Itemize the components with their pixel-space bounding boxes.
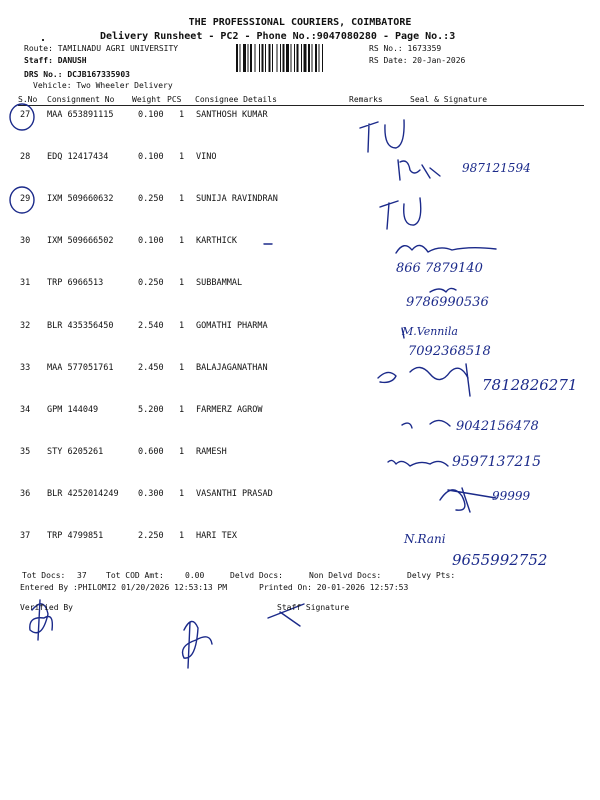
row-consignee: HARI TEX (196, 531, 237, 541)
verified-by-label: Verified By (20, 603, 73, 612)
row-consignee: SUBBAMMAL (196, 278, 243, 289)
signature-35 (388, 460, 448, 466)
signature-34 (402, 420, 450, 428)
row-pcs: 1 (179, 110, 185, 120)
row-sno: 34 (20, 404, 31, 415)
row-consignee: VASANTHI PRASAD (196, 488, 273, 499)
row-sno: 30 (20, 236, 31, 247)
row-pcs: 1 (179, 194, 185, 205)
row-sno: 36 (20, 488, 31, 499)
row-weight: 0.100 (138, 110, 164, 120)
row-sno: 35 (20, 446, 31, 457)
row-pcs: 1 (179, 278, 185, 289)
tot-cod-value: 0.00 (185, 571, 205, 580)
hw-r37-phone: 9655992752 (452, 551, 548, 569)
tot-cod-label: Tot COD Amt: (106, 571, 164, 580)
row-pcs: 1 (179, 152, 185, 163)
row-sno: 31 (20, 278, 31, 289)
tot-docs-label: Tot Docs: (22, 571, 66, 580)
row-pcs: 1 (179, 362, 185, 373)
vehicle-label: Vehicle: Two Wheeler Delivery (33, 81, 173, 90)
row-weight: 0.100 (138, 152, 164, 163)
tot-docs-value: 37 (77, 571, 87, 580)
delvd-docs-label: Delvd Docs: (230, 571, 283, 580)
hw-r32-name: M.Vennila (402, 325, 458, 338)
row-weight: 0.300 (138, 488, 164, 499)
row-consignee: SUNIJA RAVINDRAN (196, 194, 278, 205)
staff-label: Staff: DANUSH (24, 56, 87, 65)
row-consignee: RAMESH (196, 446, 227, 457)
delvy-pts-label: Delvy Pts: (407, 571, 456, 580)
row-consignment: EDQ 12417434 (47, 152, 109, 163)
rs-number: RS No.: 1673359 (369, 44, 442, 53)
signature-27 (360, 120, 404, 152)
row-weight: 0.600 (138, 446, 164, 457)
row-consignment: BLR 4252014249 (47, 488, 119, 499)
runsheet-title: Delivery Runsheet - PC2 - Phone No.:9047080280 - Page No.:3 (100, 31, 456, 42)
col-consignee: Consignee Details (195, 95, 277, 104)
signature-28 (398, 160, 440, 180)
row-consignment: IXM 509666502 (47, 236, 114, 247)
staff-signature-label: Staff Signature (277, 603, 350, 612)
col-remarks: Remarks (349, 95, 383, 104)
row-consignment: STY 6205261 (47, 446, 104, 457)
col-pcs: PCS (167, 95, 182, 104)
row-pcs: 1 (179, 531, 185, 541)
row-sno: 33 (20, 362, 31, 373)
row-consignee: SANTHOSH KUMAR (196, 110, 268, 120)
row-sno: 29 (20, 194, 31, 205)
hw-r35-phone: 9597137215 (452, 454, 542, 470)
entered-by: Entered By :PHILOMI2 01/20/2026 12:53:13 PM (20, 583, 228, 592)
middle-signature (183, 621, 213, 668)
hw-r34-phone: 9042156478 (456, 419, 539, 434)
circle-mark-27 (10, 104, 34, 130)
col-weight: Weight (132, 95, 161, 104)
row-weight: 2.250 (138, 531, 164, 541)
rs-date: RS Date: 20-Jan-2026 (369, 56, 466, 65)
row-consignment: MAA 577051761 (47, 362, 114, 373)
row-pcs: 1 (179, 320, 185, 331)
row-consignment: IXM 509660632 (47, 194, 114, 205)
row-pcs: 1 (179, 488, 185, 499)
hw-r33-phone: 7812826271 (482, 376, 578, 394)
company-title: THE PROFESSIONAL COURIERS, COIMBATORE (188, 17, 412, 28)
signature-31 (430, 288, 456, 292)
row-consignee: BALAJAGANATHAN (196, 362, 268, 373)
drs-number: DRS No.: DCJB167335903 (24, 70, 130, 79)
row-consignment: BLR 435356450 (47, 320, 114, 331)
row-consignee: KARTHICK (196, 236, 237, 247)
row-weight: 2.540 (138, 320, 164, 331)
row-consignment: TRP 6966513 (47, 278, 104, 289)
row-weight: 0.250 (138, 278, 164, 289)
hw-r30-phone: 866 7879140 (396, 261, 483, 276)
row-sno: 32 (20, 320, 31, 331)
row-sno: 27 (20, 110, 31, 120)
row-consignment: MAA 653891115 (47, 110, 114, 120)
row-weight: 0.100 (138, 236, 164, 247)
signature-30 (396, 245, 496, 253)
signature-36 (440, 488, 496, 512)
row-weight: 2.450 (138, 362, 164, 373)
row-sno: 37 (20, 531, 31, 541)
col-consignment: Consignment No (47, 95, 115, 104)
row-pcs: 1 (179, 446, 185, 457)
signature-29 (380, 198, 421, 229)
col-seal-signature: Seal & Signature (410, 95, 488, 104)
hw-r31-phone: 9786990536 (406, 295, 489, 310)
hw-r28-phone: 987121594 (462, 161, 531, 175)
row-weight: 5.200 (138, 404, 164, 415)
row-pcs: 1 (179, 236, 185, 247)
hw-r36-phone: 99999 (492, 489, 531, 503)
route-label: Route: TAMILNADU AGRI UNIVERSITY (24, 44, 179, 53)
hw-r32-phone: 7092368518 (408, 344, 491, 359)
non-delvd-docs-label: Non Delvd Docs: (309, 571, 382, 580)
row-consignee: GOMATHI PHARMA (196, 320, 268, 331)
col-sno: S.No (18, 95, 38, 104)
row-weight: 0.250 (138, 194, 164, 205)
signature-33 (378, 364, 470, 396)
printed-on: Printed On: 20-01-2026 12:57:53 (259, 583, 409, 592)
row-consignee: VINO (196, 152, 217, 163)
row-consignee: FARMERZ AGROW (196, 404, 263, 415)
circle-mark-29 (10, 187, 34, 213)
hw-r37-name: N.Rani (404, 532, 446, 546)
row-consignment: TRP 4799851 (47, 531, 104, 541)
row-pcs: 1 (179, 404, 185, 415)
row-consignment: GPM 144049 (47, 404, 99, 415)
row-sno: 28 (20, 152, 31, 163)
